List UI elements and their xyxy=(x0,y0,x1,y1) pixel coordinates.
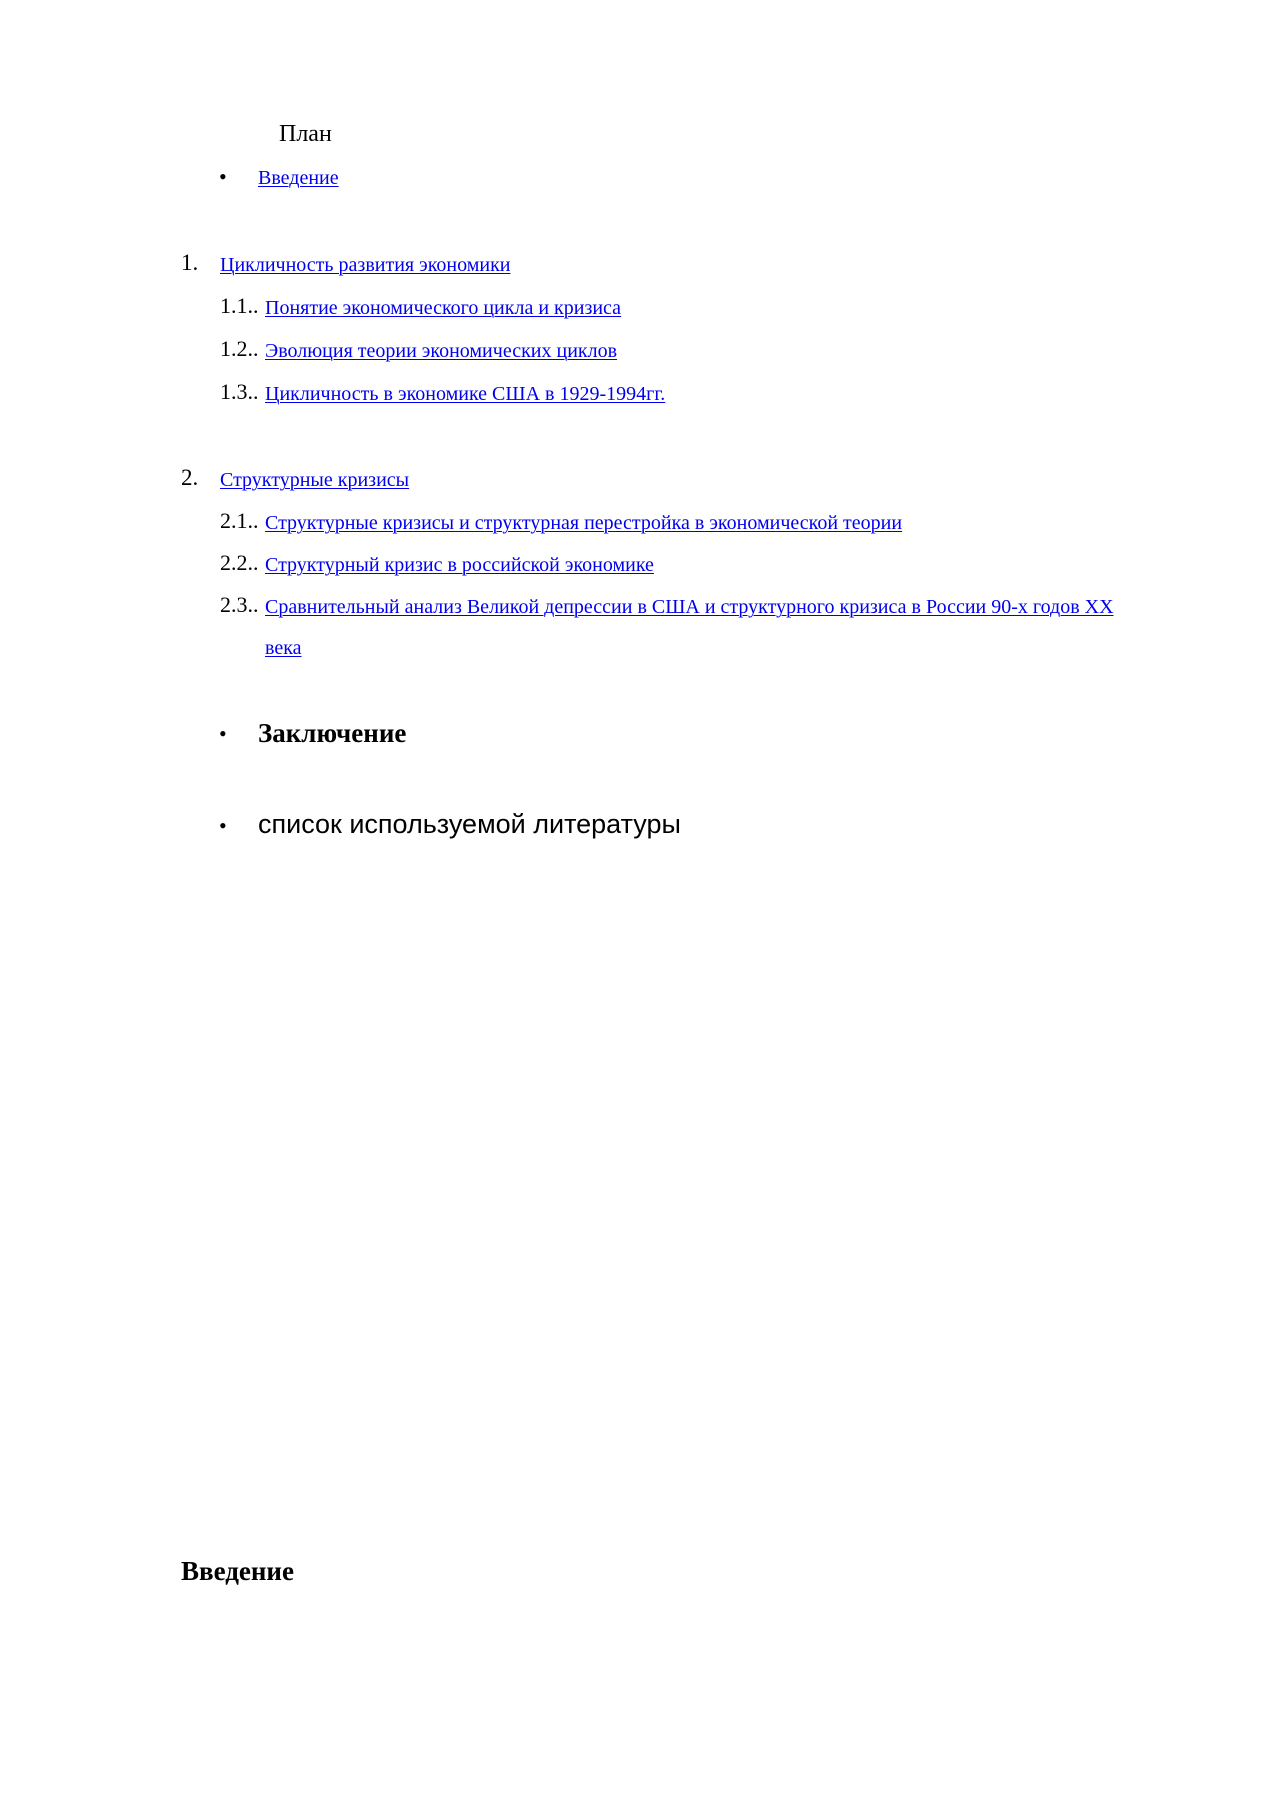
toc-link-section-2[interactable]: Структурные кризисы xyxy=(220,469,410,491)
toc-link-section-2-1[interactable]: Структурные кризисы и структурная перестройка в экономической теории xyxy=(265,512,903,534)
toc-item-conclusion: Заключение xyxy=(258,718,407,748)
subsection-number: 1.2.. xyxy=(220,336,259,361)
section-number: 2. xyxy=(181,465,199,490)
toc-item-literature: список используемой литературы xyxy=(258,809,681,839)
toc-link-section-1[interactable]: Цикличность развития экономики xyxy=(220,254,511,276)
subsection-number: 1.3.. xyxy=(220,379,259,404)
subsection-number: 2.1.. xyxy=(220,508,259,533)
bullet-icon: • xyxy=(219,813,227,838)
bullet-icon: • xyxy=(219,164,227,189)
toc-link-introduction[interactable]: Введение xyxy=(258,167,339,189)
section-heading-introduction: Введение xyxy=(181,1556,294,1586)
subsection-number: 1.1.. xyxy=(220,293,259,318)
toc-link-section-1-1[interactable]: Понятие экономического цикла и кризиса xyxy=(265,297,622,319)
bullet-icon: • xyxy=(219,721,227,746)
toc-link-section-2-3-continued[interactable]: века xyxy=(265,637,302,659)
toc-link-section-2-3[interactable]: Сравнительный анализ Великой депрессии в США и структурного кризиса в России 90-х годов XX xyxy=(265,596,1114,618)
subsection-number: 2.2.. xyxy=(220,550,259,575)
toc-link-section-1-2[interactable]: Эволюция теории экономических циклов xyxy=(265,340,618,362)
plan-title: План xyxy=(279,121,332,147)
toc-link-section-1-3[interactable]: Цикличность в экономике США в 1929-1994гг. xyxy=(265,383,666,405)
toc-link-section-2-2[interactable]: Структурный кризис в российской экономике xyxy=(265,554,654,576)
subsection-number: 2.3.. xyxy=(220,592,259,617)
section-number: 1. xyxy=(181,250,199,275)
